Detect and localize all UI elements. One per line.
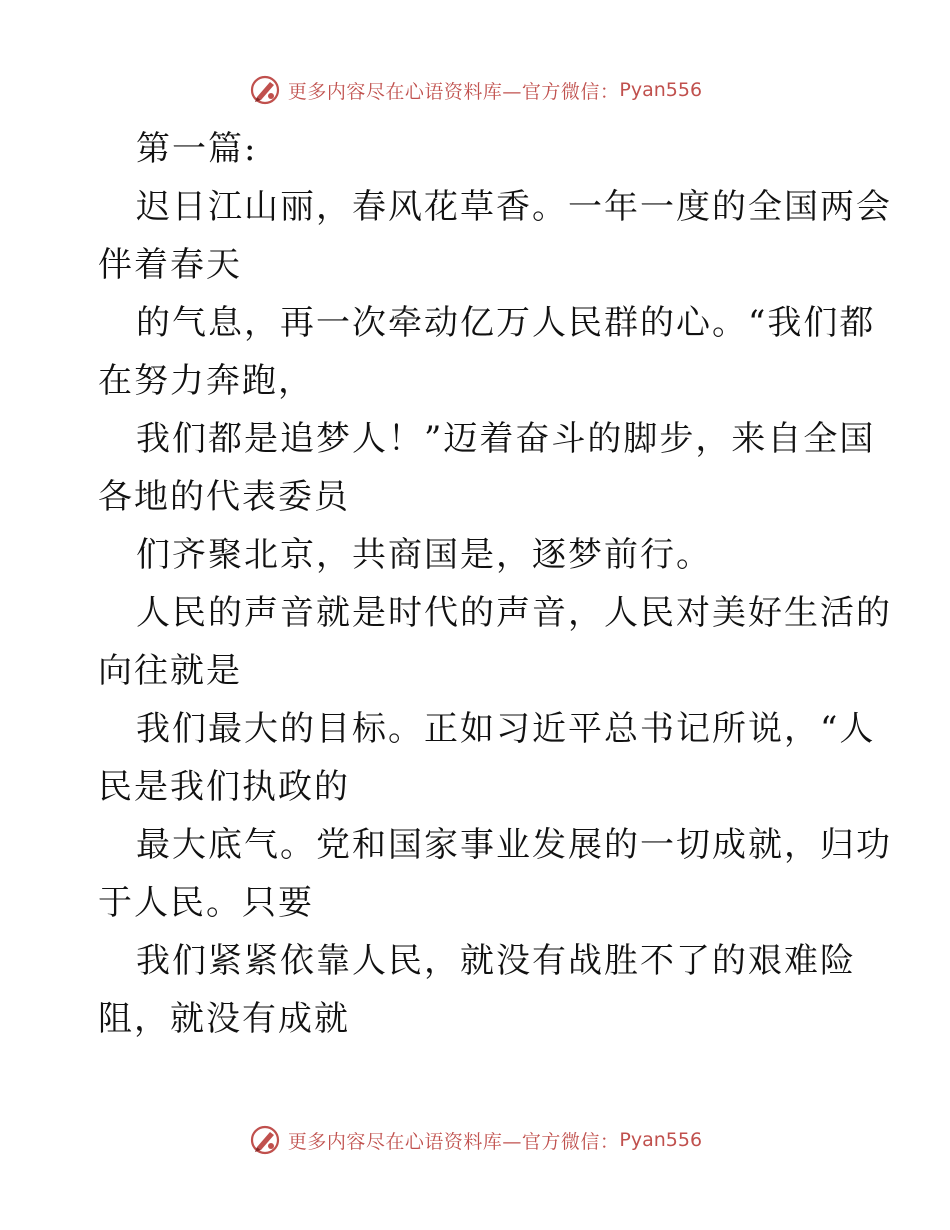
body-line: 最大底气。党和国家事业发展的一切成就，归功 <box>136 825 892 865</box>
body-line: 人民的声音就是时代的声音，人民对美好生活的 <box>136 593 892 633</box>
pen-logo-icon <box>248 73 282 107</box>
header-wechat-id: Pyan556 <box>619 79 703 101</box>
body-line: 们齐聚北京，共商国是，逐梦前行。 <box>136 535 712 575</box>
body-line: 我们紧紧依靠人民，就没有战胜不了的艰难险 <box>136 941 856 981</box>
body-line: 向往就是 <box>98 651 242 691</box>
footer-text: 更多内容尽在心语资料库—官方微信： <box>287 1130 620 1153</box>
body-line: 迟日江山丽，春风花草香。一年一度的全国两会 <box>136 187 892 227</box>
body-line: 我们都是追梦人！”迈着奋斗的脚步，来自全国 <box>136 419 876 459</box>
body-line: 第一篇: <box>136 129 258 169</box>
body-line: 阻，就没有成就 <box>98 999 350 1039</box>
body-line: 民是我们执政的 <box>98 767 350 807</box>
document-body <box>98 120 892 1048</box>
body-line: 我们最大的目标。正如习近平总书记所说，“人 <box>136 709 876 749</box>
header-banner <box>0 70 950 110</box>
body-line: 的气息，再一次牵动亿万人民群的心。“我们都 <box>136 303 876 343</box>
header-text: 更多内容尽在心语资料库—官方微信： <box>287 80 620 103</box>
footer-wechat-id: Pyan556 <box>619 1129 703 1151</box>
body-line: 伴着春天 <box>98 245 242 285</box>
footer-banner <box>0 1120 950 1160</box>
body-line: 在努力奔跑， <box>98 361 314 401</box>
body-line: 于人民。只要 <box>98 883 314 923</box>
body-line: 各地的代表委员 <box>98 477 350 517</box>
pen-logo-icon <box>248 1123 282 1157</box>
